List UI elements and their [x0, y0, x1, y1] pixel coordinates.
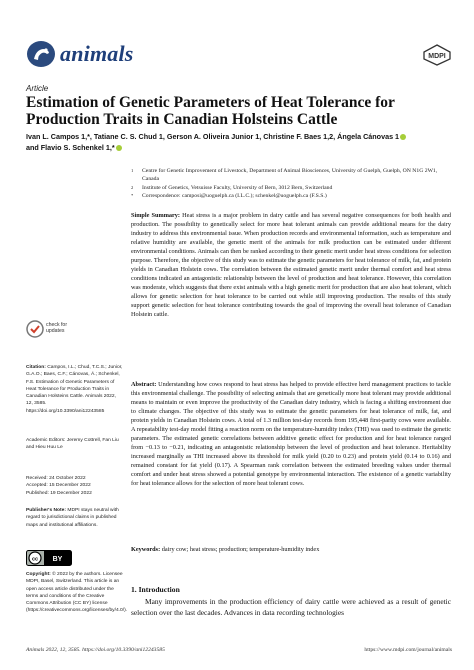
check-updates-label: check for updates: [46, 322, 68, 335]
article-type: Article: [26, 84, 49, 93]
mdpi-logo-icon: [422, 44, 452, 66]
affiliations: [131, 167, 451, 200]
editors-label: Academic Editors:: [26, 438, 66, 443]
affiliation-item: [131, 192, 451, 200]
cc-by-license-icon[interactable]: [26, 550, 72, 566]
citation-block: [26, 364, 124, 415]
affiliation-number: 1: [131, 168, 134, 173]
publisher-note: [26, 507, 124, 529]
affiliation-item: [131, 167, 451, 184]
copyright-block: [26, 571, 128, 615]
article-title: Estimation of Genetic Parameters of Heat Tolerance for Production Traits in Canadian Holsteins Cattle: [26, 94, 395, 128]
publisher-note-text: MDPI stays neutral with regard to jurisdictional claims in published maps and institutional affiliations.: [26, 508, 119, 528]
copyright-label: Copyright:: [26, 572, 51, 577]
check-for-updates-button[interactable]: [26, 318, 86, 342]
section-heading: 1. Introduction: [131, 585, 180, 594]
affiliation-item: [131, 184, 451, 192]
footer-citation: Animals 2022, 12, 3585. https://doi.org/10.3390/ani12243585: [26, 647, 165, 653]
mdpi-logo-text: MDPI: [428, 53, 446, 60]
editors-text: Jeremy Cottrell, Fan Liu and Hieu Huu Le: [26, 438, 119, 451]
introduction-text: Many improvements in the production efficiency of dairy cattle were achieved as a result of genetic selection over the last decades. Advances in data recording technologies: [131, 597, 451, 617]
keywords-text: dairy cow; heat stress; production; temperature-humidity index: [161, 546, 320, 553]
academic-editors: [26, 437, 124, 452]
check-updates-icon: [26, 320, 44, 338]
affiliation-text: Centre for Genetic Improvement of Livestock, Department of Animal Biosciences, University of Guelph, Guelph, ON N1G 2W1, Canada: [142, 168, 438, 183]
accepted-date: Accepted: 15 December 2022: [26, 483, 91, 489]
svg-text:BY: BY: [52, 556, 63, 563]
orcid-icon[interactable]: [400, 134, 406, 140]
affiliation-text: Institute of Genetics, Vetsuisse Faculty, University of Bern, 3012 Bern, Switzerland: [142, 184, 333, 191]
abstract-text: Understanding how cows respond to heat stress has helped to provide effective herd management practices to tackle this environmental challenge. The possibility of selecting animals that are genetically more heat tolerant may provide additional means to maintain or even improve the productivity of the Canadian dairy industry, which is facing a shifting environment due to climate changes. The objective of this study was to estimate the genetic parameters for heat tolerance of milk, fat, and protein yields in Canadian Holstein cows. A total of 1.3 million test-day records from 195,448 first-parity cows were available. A repeatability test-day model fitting a reaction norm on the temperature-humidity index (THI) was used to estimate the genetic parameters. The estimated genetic correlations between additive genetic effect for production and for heat tolerance ranged from −0.13 to −0.21, indicating an antagonistic relationship between the level of production and heat tolerance. Heritability increased marginally as THI increased above its threshold for milk yield (0.20 to 0.23) and protein yield (0.14 to 0.16) and remained constant for fat yield (0.17). A Spearman rank correlation between the estimated breeding values under thermal comfort and under heat stress showed a potential genotype by environmental interaction. The existence of a genetic variability for heat tolerance allows for the selection of more heat tolerant cows.: [131, 381, 451, 487]
footer-journal-url[interactable]: https://www.mdpi.com/journal/animals: [364, 647, 452, 653]
correspondence-text: Correspondence: camposi@uoguelph.ca (I.L.C.); schenkel@uoguelph.ca (F.S.S.): [142, 192, 327, 199]
svg-text:cc: cc: [31, 556, 39, 563]
abstract: [131, 380, 451, 488]
keywords-label: Keywords:: [131, 546, 161, 553]
simple-summary-label: Simple Summary:: [131, 212, 181, 219]
publisher-note-label: Publisher's Note:: [26, 508, 67, 513]
orcid-icon[interactable]: [116, 145, 122, 151]
publication-dates: [26, 475, 124, 497]
received-date: Received: 24 October 2022: [26, 476, 86, 481]
keywords: [131, 545, 451, 554]
simple-summary-text: Heat stress is a major problem in dairy cattle and has several negative consequences for both health and production. The possibility to genetically select for more heat tolerant animals can provide additional means for the dairy industry to address this environmental issue. When production records and environmental information, such as temperature and relative humidity are available, the genetic merit of the animals for milk production can be estimated under different environmental conditions. Animals can then be ranked according to their genetic merit under heat stress conditions for selection purpose. Therefore, the objective of this study was to estimate the genetic parameters for heat tolerance of milk, fat, and protein yields in Canadian Holstein cows. The correlation between the estimated genetic merit under thermal comfort and heat stress conditions indicated an antagonistic relationship between the level of production and heat tolerance. However, this correlation was moderate, which suggests that there exist animals with a high genetic merit for production that are also heat tolerant, which allows for genetic selection for heat tolerance to be carried out while still improving production. The results of this study support genetic selection for heat tolerance contributing towards the goal of improving the overall heat tolerance of Canadian Holstein cattle.: [131, 212, 451, 318]
authors-line-1: Ivan L. Campos 1,*, Tatiane C. S. Chud 1, Gerson A. Oliveira Junior 1, Christine F. Baes 1,2, Ángela Cánovas 1: [26, 132, 400, 141]
copyright-text: © 2022 by the authors. Licensee MDPI, Basel, Switzerland. This article is an open access article distributed under the terms and conditions of the Creative Commons Attribution (CC BY) license (https://creativecommons.org/licenses/by/4.0/).: [26, 572, 128, 614]
animals-logo-icon: [26, 40, 56, 68]
citation-label: Citation:: [26, 365, 46, 370]
affiliation-number: 2: [131, 184, 134, 190]
journal-name: animals: [60, 41, 134, 66]
authors-line-2: and Flavio S. Schenkel 1,*: [26, 143, 115, 152]
author-list: [26, 131, 450, 153]
journal-header: [26, 40, 452, 70]
affiliation-number: *: [131, 192, 134, 198]
simple-summary: [131, 211, 451, 319]
published-date: Published: 19 December 2022: [26, 490, 92, 496]
citation-text[interactable]: Campos, I.L.; Chud, T.C.S.; Junior, G.A.O.; Baes, C.F.; Cánovas, Á.; Schenkel, F.S. Estimation of Genetic Parameters of Heat Tolerance for Production Traits in Canadian Holsteins Cattle. Animals 2022, 12, 3585. https://doi.org/10.3390/ani12243585: [26, 365, 123, 414]
abstract-label: Abstract:: [131, 381, 157, 388]
